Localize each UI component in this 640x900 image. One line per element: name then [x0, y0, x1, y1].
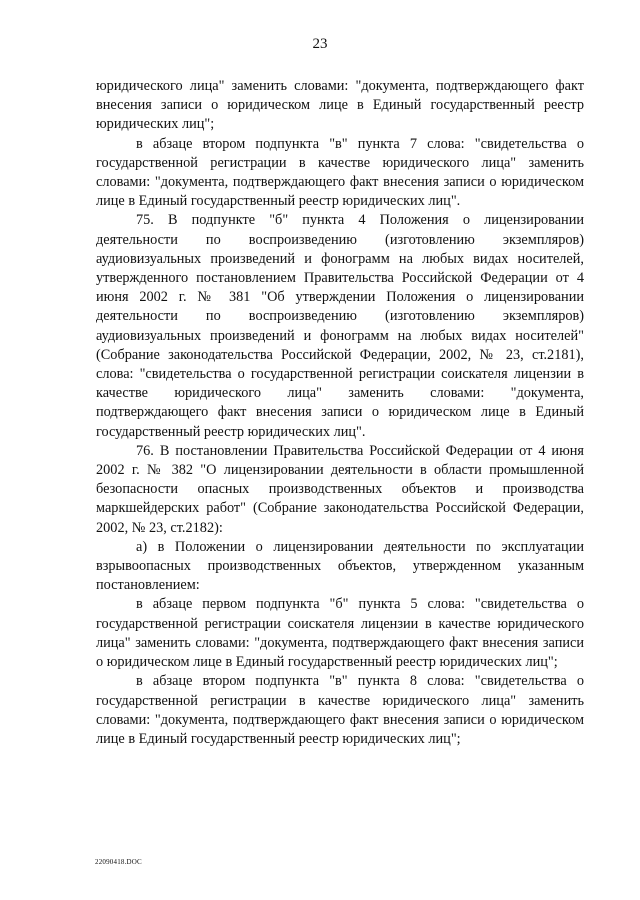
paragraph: 76. В постановлении Правительства Российской Федерации от 4 июня 2002 г. № 382 "О лицензировании деятельности в области промышленной безопасности опасных производственных объектов и производства маркшейдерских работ" (Собрание законодательства Российской Федерации, 2002, № 23, ст.2182):	[96, 442, 584, 536]
paragraph: 75. В подпункте "б" пункта 4 Положения о лицензировании деятельности по воспроизведению (изготовлению экземпляров) аудиовизуальных произведений и фонограмм на любых видах носителей, утвержденного постановлением Правительства Российской Федерации от 4 июня 2002 г. № 381 "Об утверждении Положения о лицензировании деятельности по воспроизведению (изготовлению экземпляров) аудиовизуальных произведений и фонограмм на любых видах носителей" (Собрание законодательства Российской Федерации, 2002, № 23, ст.2181), слова: "свидетельства о государственной регистрации соискателя лицензии в качестве юридического лица" заменить словами: "документа, подтверждающего факт внесения записи о юридическом лице в Единый государственный реестр юридических лиц".	[96, 212, 584, 440]
paragraph: юридического лица" заменить словами: "документа, подтверждающего факт внесения записи о юридическом лице в Единый государственный реестр юридических лиц";	[96, 78, 584, 133]
paragraph: а) в Положении о лицензировании деятельности по эксплуатации взрывоопасных производственных объектов, утвержденном указанным постановлением:	[96, 538, 584, 594]
document-body	[96, 77, 584, 749]
paragraph: в абзаце первом подпункта "б" пункта 5 слова: "свидетельства о государственной регистрации соискателя лицензии в качестве юридического лица" заменить словами: "документа, подтверждающего факт внесения записи о юридическом лице в Единый государственный реестр юридических лиц";	[96, 596, 584, 671]
paragraph: в абзаце втором подпункта "в" пункта 8 слова: "свидетельства о государственной регистрации в качестве юридического лица" заменить словами: "документа, подтверждающего факт внесения записи о юридическом лице в Единый государственный реестр юридических лиц";	[96, 673, 584, 747]
paragraph: в абзаце втором подпункта "в" пункта 7 слова: "свидетельства о государственной регистрации в качестве юридического лица" заменить словами: "документа, подтверждающего факт внесения записи о юридическом лице в Единый государственный реестр юридических лиц".	[96, 135, 584, 210]
document-file-code: 22090418.DOC	[95, 858, 142, 866]
page-number: 23	[312, 36, 328, 52]
